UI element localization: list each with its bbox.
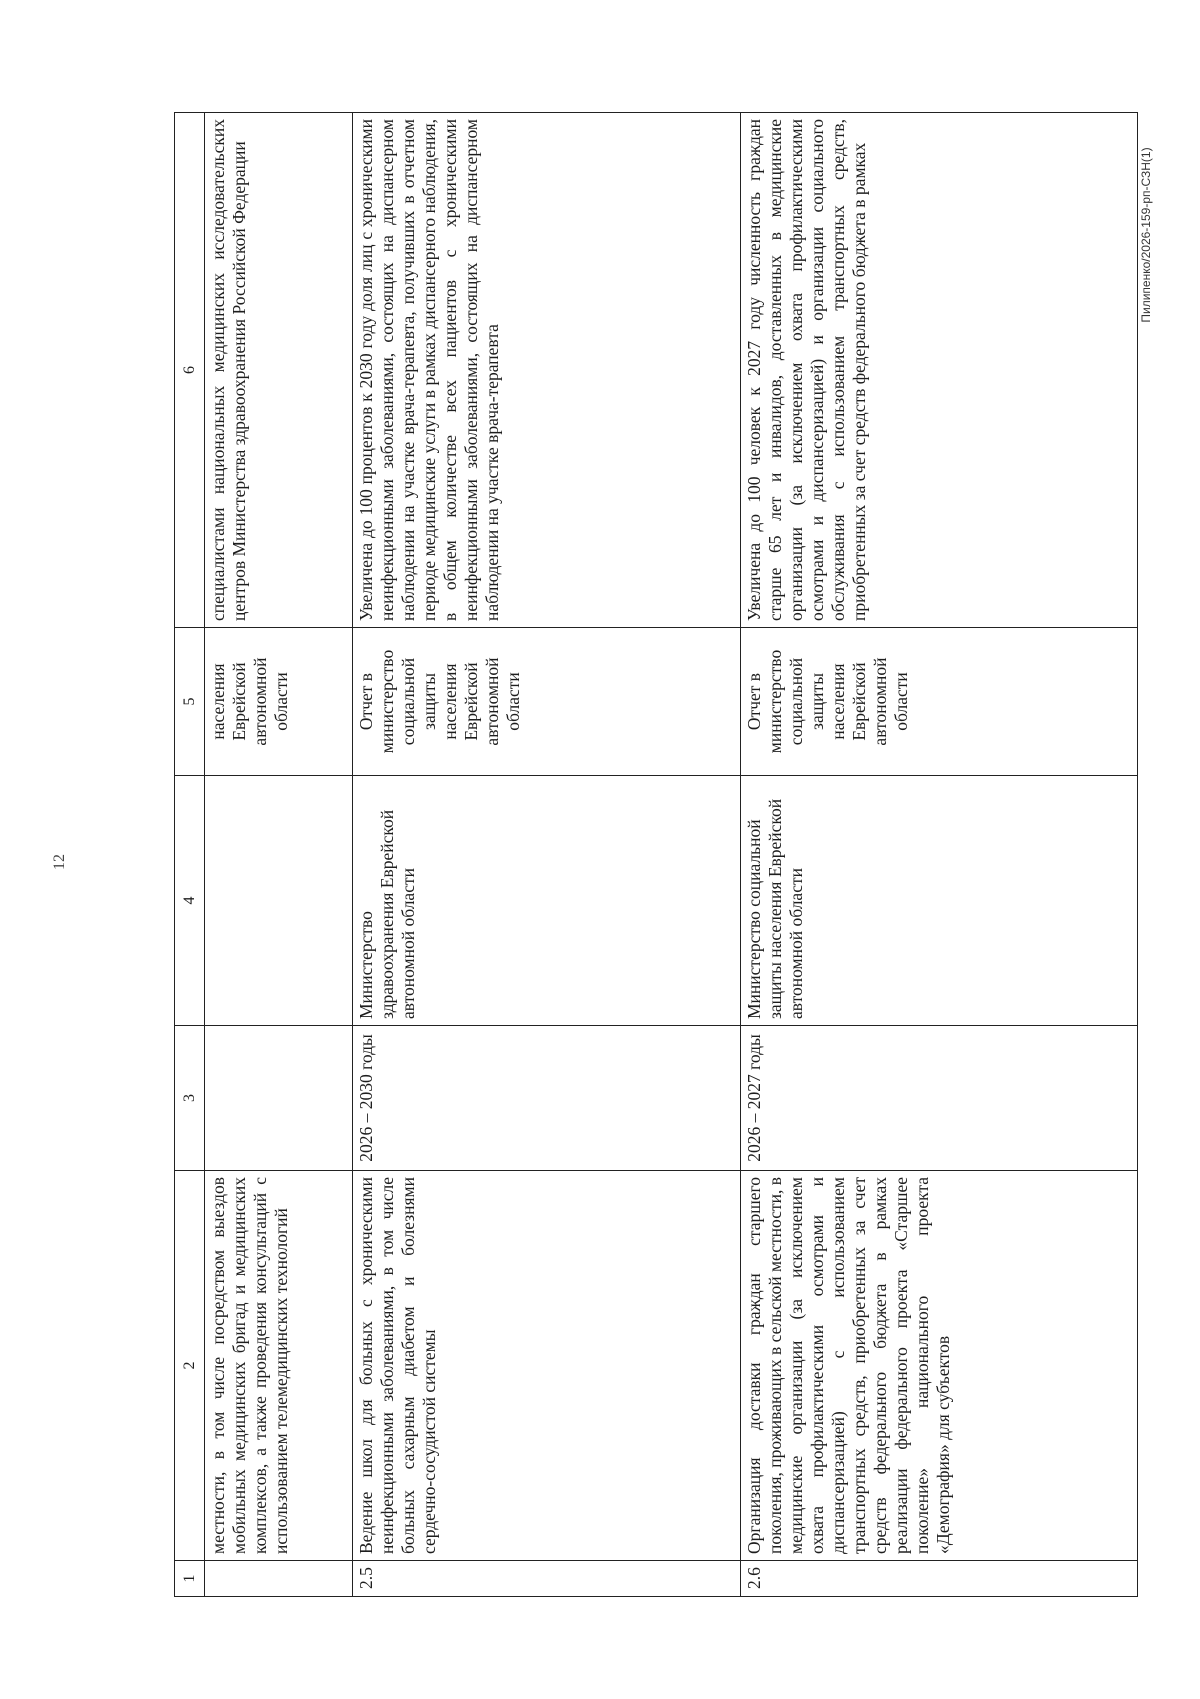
responsible-cell: Министерство социальной защиты населения Еврейской автономной области: [741, 776, 1138, 1026]
rotated-table-container: [174, 113, 1138, 1597]
result-cell: Увеличена до 100 человек к 2027 году численность граждан старше 65 лет и инвалидов, доставленных в медицинские организации (за исключением охвата профилактическими осмотрами и диспансеризацией) и организации социального обслуживания с использованием транспортных средств, приобретенных за счет средств федерального бюджета в рамках: [741, 113, 1138, 628]
row-number: 2.6: [741, 1561, 1138, 1597]
row-number: [205, 1561, 353, 1597]
period-cell: [205, 1026, 353, 1171]
event-cell: местности, в том числе посредством выездов мобильных медицинских бригад и медицинских комплексов, а также проведения консультаций с использованием телемедицинских технологий: [205, 1171, 353, 1561]
document-code-text: Пилипенко/2026-159-рп-СЗН(1): [1139, 147, 1153, 323]
header-cell: 6: [175, 113, 205, 628]
report-cell: Отчет в министерство социальной защиты населения Еврейской автономной области: [741, 628, 1138, 776]
period-cell: 2026 – 2027 годы: [741, 1026, 1138, 1171]
activity-plan-table: [174, 112, 1138, 1597]
responsible-cell: [205, 776, 353, 1026]
event-cell: Ведение школ для больных с хроническими неинфекционными заболеваниями, в том числе больных сахарным диабетом и болезнями сердечно-сосудистой системы: [353, 1171, 741, 1561]
responsible-cell: Министерство здравоохранения Еврейской автономной области: [353, 776, 741, 1026]
result-cell: Увеличена до 100 процентов к 2030 году доля лиц с хроническими неинфекционными заболеваниями, состоящих на диспансерном наблюдении на участке врача-терапевта, получивших в отчетном периоде медицинские услуги в рамках диспансерного наблюдения, в общем количестве всех пациентов с хроническими неинфекционными заболеваниями, состоящих на диспансерном наблюдении на участке врача-терапевта: [353, 113, 741, 628]
row-number: 2.5: [353, 1561, 741, 1597]
period-cell: 2026 – 2030 годы: [353, 1026, 741, 1171]
result-cell: специалистами национальных медицинских исследовательских центров Министерства здравоохранения Российской Федерации: [205, 113, 353, 628]
table-row: [205, 113, 353, 1597]
table-row: [741, 113, 1138, 1597]
report-cell: Отчет в министерство социальной защиты населения Еврейской автономной области: [353, 628, 741, 776]
header-cell: 2: [175, 1171, 205, 1561]
table-row: [353, 113, 741, 1597]
header-row: [175, 113, 205, 1597]
header-cell: 4: [175, 776, 205, 1026]
event-cell: Организация доставки граждан старшего поколения, проживающих в сельской местности, в медицинские организации (за исключением охвата профилактическими осмотрами и диспансеризацией) с использованием транспортных средств, приобретенных за счет средств федерального бюджета в рамках реализации федерального проекта «Старшее поколение» национального проекта «Демография» для субъектов: [741, 1171, 1138, 1561]
header-cell: 1: [175, 1561, 205, 1597]
report-cell: населения Еврейской автономной области: [205, 628, 353, 776]
page-number-text: 12: [51, 854, 68, 870]
header-cell: 3: [175, 1026, 205, 1171]
header-cell: 5: [175, 628, 205, 776]
